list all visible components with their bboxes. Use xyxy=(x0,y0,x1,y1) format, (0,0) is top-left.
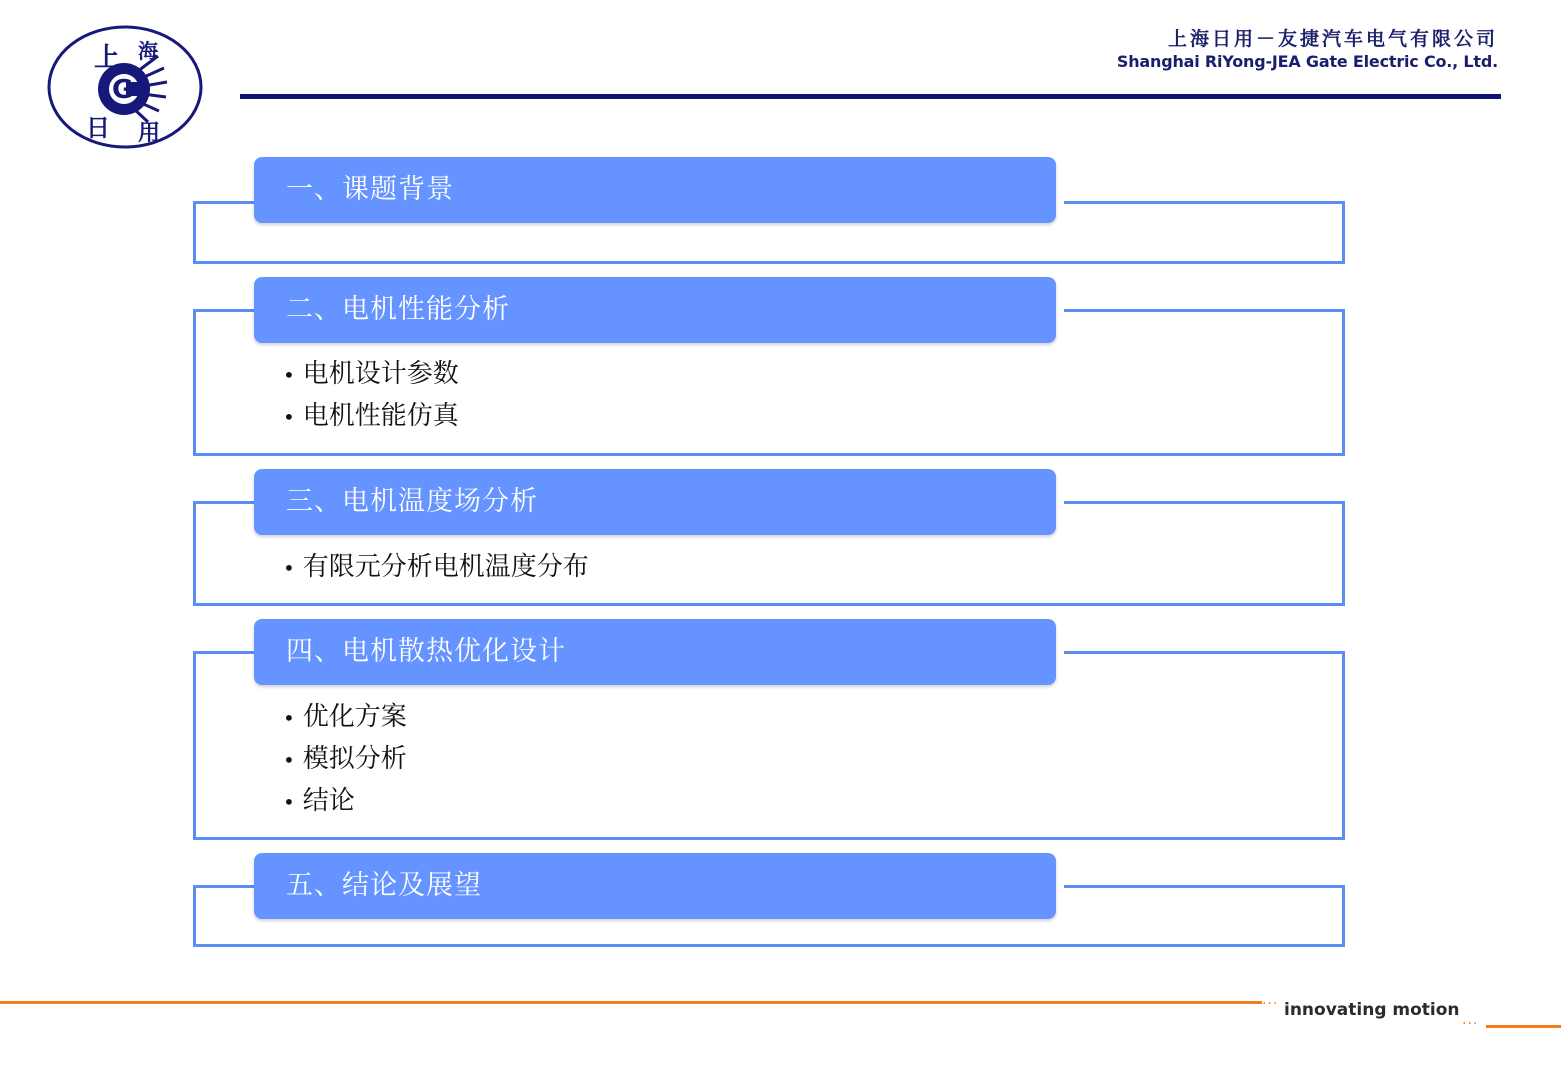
logo-char-top: 上 xyxy=(94,43,121,73)
footer-dots-right: ··· xyxy=(1462,1016,1479,1032)
section-title-5[interactable]: 五、结论及展望 xyxy=(254,853,1056,919)
header-divider xyxy=(240,94,1501,99)
footer-line-right xyxy=(1486,1025,1561,1028)
list-item: • 结论 xyxy=(283,780,407,822)
footer-line xyxy=(0,1001,1262,1004)
list-item: • 有限元分析电机温度分布 xyxy=(283,546,589,588)
company-name-cn: 上海日用－友捷汽车电气有限公司 xyxy=(1167,28,1498,50)
section-list-4 xyxy=(283,696,407,822)
company-name-en: Shanghai RiYong-JEA Gate Electric Co., Ltd. xyxy=(1116,51,1498,71)
list-item: • 模拟分析 xyxy=(283,738,407,780)
section-title-2[interactable]: 二、电机性能分析 xyxy=(254,277,1056,343)
list-item: • 电机性能仿真 xyxy=(283,395,459,437)
company-logo xyxy=(46,24,204,150)
footer-slogan: innovating motion xyxy=(1284,1000,1460,1020)
logo-char-bottom-left: 日 xyxy=(86,114,110,142)
section-list-2 xyxy=(283,353,459,437)
section-title-1[interactable]: 一、课题背景 xyxy=(254,157,1056,223)
list-item: • 电机设计参数 xyxy=(283,353,459,395)
footer-dots-left: ··· xyxy=(1262,996,1279,1012)
logo-char-bottom-right: 用 xyxy=(138,121,161,146)
section-title-3[interactable]: 三、电机温度场分析 xyxy=(254,469,1056,535)
section-title-4[interactable]: 四、电机散热优化设计 xyxy=(254,619,1056,685)
logo-char-right: 海 xyxy=(138,39,158,63)
logo-letter: G xyxy=(112,75,134,105)
section-list-3 xyxy=(283,546,589,588)
list-item: • 优化方案 xyxy=(283,696,407,738)
company-name xyxy=(1117,28,1498,72)
